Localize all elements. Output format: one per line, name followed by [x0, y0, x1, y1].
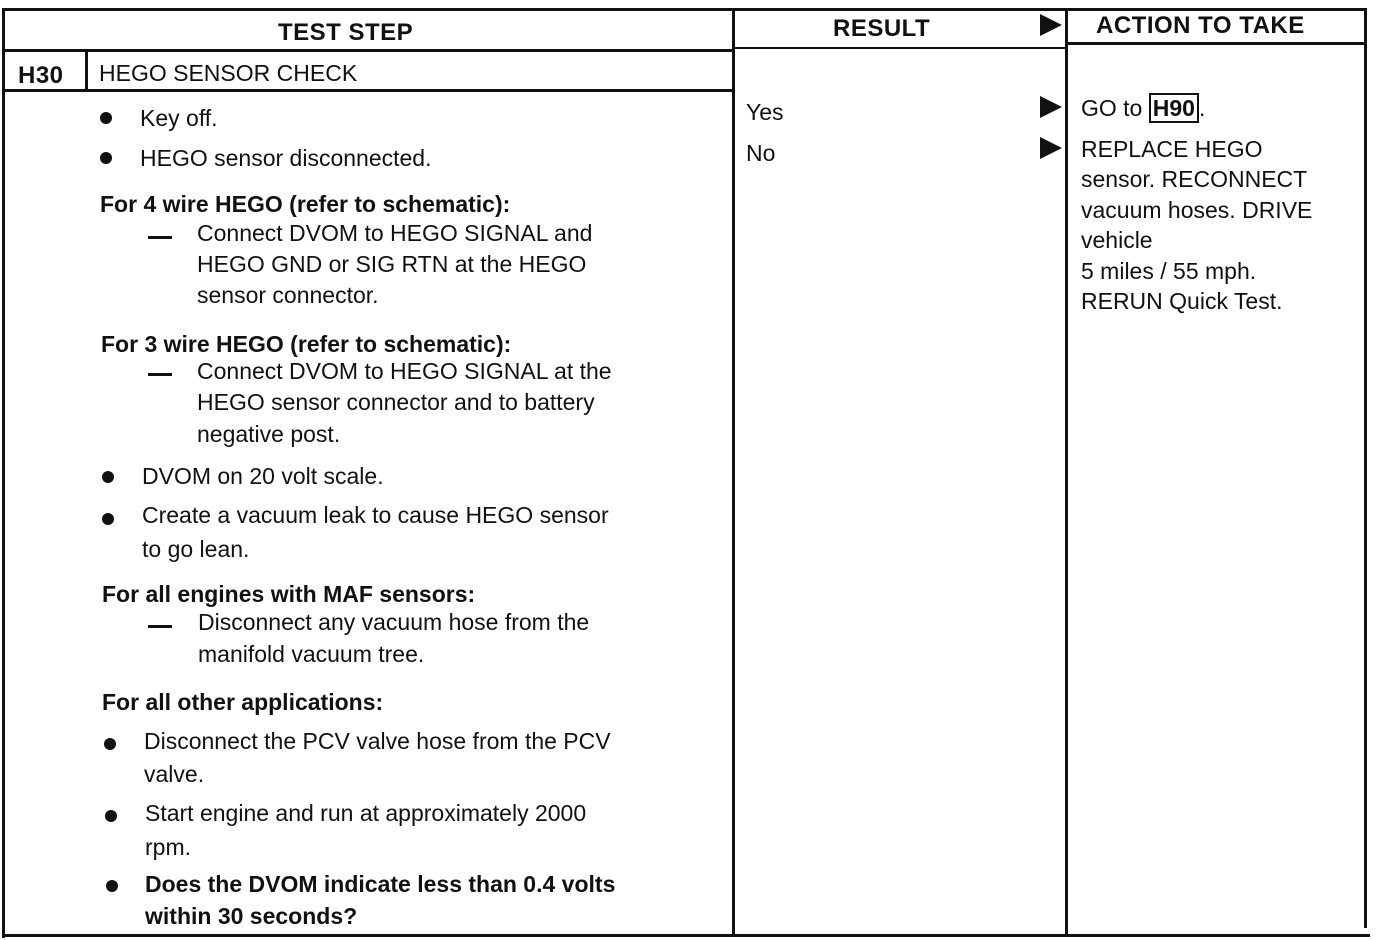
step-id-divider — [85, 49, 88, 92]
header-rule-left — [2, 49, 735, 52]
step-start-engine-line-2: rpm. — [145, 834, 191, 860]
header-test-step: TEST STEP — [278, 19, 414, 46]
action-no-line-3: vacuum hoses. DRIVE — [1081, 197, 1313, 223]
bullet-icon — [102, 471, 114, 483]
dash-icon — [148, 625, 172, 628]
header-rule-mid — [732, 47, 1068, 49]
header-result: RESULT — [833, 15, 931, 42]
result-no: No — [746, 140, 776, 166]
step-key-off: Key off. — [140, 105, 218, 131]
action-no-line-6: RERUN Quick Test. — [1081, 288, 1283, 314]
subheading-other: For all other applications: — [102, 689, 384, 715]
instruction-maf-line-1: Disconnect any vacuum hose from the — [198, 609, 590, 635]
step-pcv-line-2: valve. — [144, 761, 205, 787]
step-vacuum-leak-line-1: Create a vacuum leak to cause HEGO sensor — [142, 502, 609, 528]
bullet-icon — [100, 152, 112, 164]
header-arrow-icon — [1040, 14, 1062, 36]
header-action: ACTION TO TAKE — [1096, 12, 1305, 39]
instruction-4-wire-line-1: Connect DVOM to HEGO SIGNAL and — [197, 220, 593, 246]
action-yes-suffix: . — [1198, 95, 1206, 121]
action-no-line-2: sensor. RECONNECT — [1081, 166, 1308, 192]
arrow-yes-icon — [1040, 96, 1062, 118]
result-yes: Yes — [746, 99, 784, 125]
step-question-line-2: within 30 seconds? — [145, 903, 358, 929]
action-no-line-4: vehicle — [1081, 227, 1153, 253]
action-no-line-1: REPLACE HEGO — [1081, 136, 1263, 162]
instruction-3-wire-line-2: HEGO sensor connector and to battery — [197, 389, 595, 415]
bullet-icon — [102, 513, 114, 525]
step-reference-h90: H90 — [1149, 93, 1199, 123]
subheading-maf: For all engines with MAF sensors: — [102, 581, 476, 607]
instruction-4-wire-line-3: sensor connector. — [197, 282, 379, 308]
bullet-icon — [100, 112, 112, 124]
action-no-line-5: 5 miles / 55 mph. — [1081, 258, 1257, 284]
step-id: H30 — [18, 62, 64, 89]
step-pcv-line-1: Disconnect the PCV valve hose from the PCV — [144, 728, 611, 754]
bullet-icon — [105, 810, 117, 822]
arrow-no-icon — [1040, 137, 1062, 159]
step-vacuum-leak-line-2: to go lean. — [142, 536, 250, 562]
instruction-maf-line-2: manifold vacuum tree. — [198, 641, 425, 667]
step-row-rule — [2, 89, 735, 92]
column-divider-1 — [732, 8, 735, 936]
table-border-bottom — [2, 934, 1370, 937]
instruction-3-wire-line-3: negative post. — [197, 421, 341, 447]
subheading-4-wire: For 4 wire HEGO (refer to schematic): — [100, 191, 511, 217]
subheading-3-wire: For 3 wire HEGO (refer to schematic): — [101, 331, 512, 357]
step-title: HEGO SENSOR CHECK — [99, 60, 358, 86]
step-dvom-scale: DVOM on 20 volt scale. — [142, 463, 384, 489]
bullet-icon — [106, 880, 118, 892]
table-border-right — [1364, 8, 1367, 928]
step-sensor-disconnected: HEGO sensor disconnected. — [140, 145, 432, 171]
column-divider-2 — [1065, 8, 1068, 936]
instruction-3-wire-line-1: Connect DVOM to HEGO SIGNAL at the — [197, 358, 612, 384]
step-question-line-1: Does the DVOM indicate less than 0.4 volts — [145, 871, 616, 897]
table-border-left — [2, 8, 5, 938]
step-start-engine-line-1: Start engine and run at approximately 2000 — [145, 800, 587, 826]
dash-icon — [148, 373, 172, 376]
action-yes-prefix: GO to — [1081, 95, 1143, 121]
dash-icon — [148, 236, 172, 239]
header-rule-right — [1065, 42, 1367, 45]
instruction-4-wire-line-2: HEGO GND or SIG RTN at the HEGO — [197, 251, 587, 277]
action-yes — [1081, 93, 1205, 124]
bullet-icon — [104, 738, 116, 750]
